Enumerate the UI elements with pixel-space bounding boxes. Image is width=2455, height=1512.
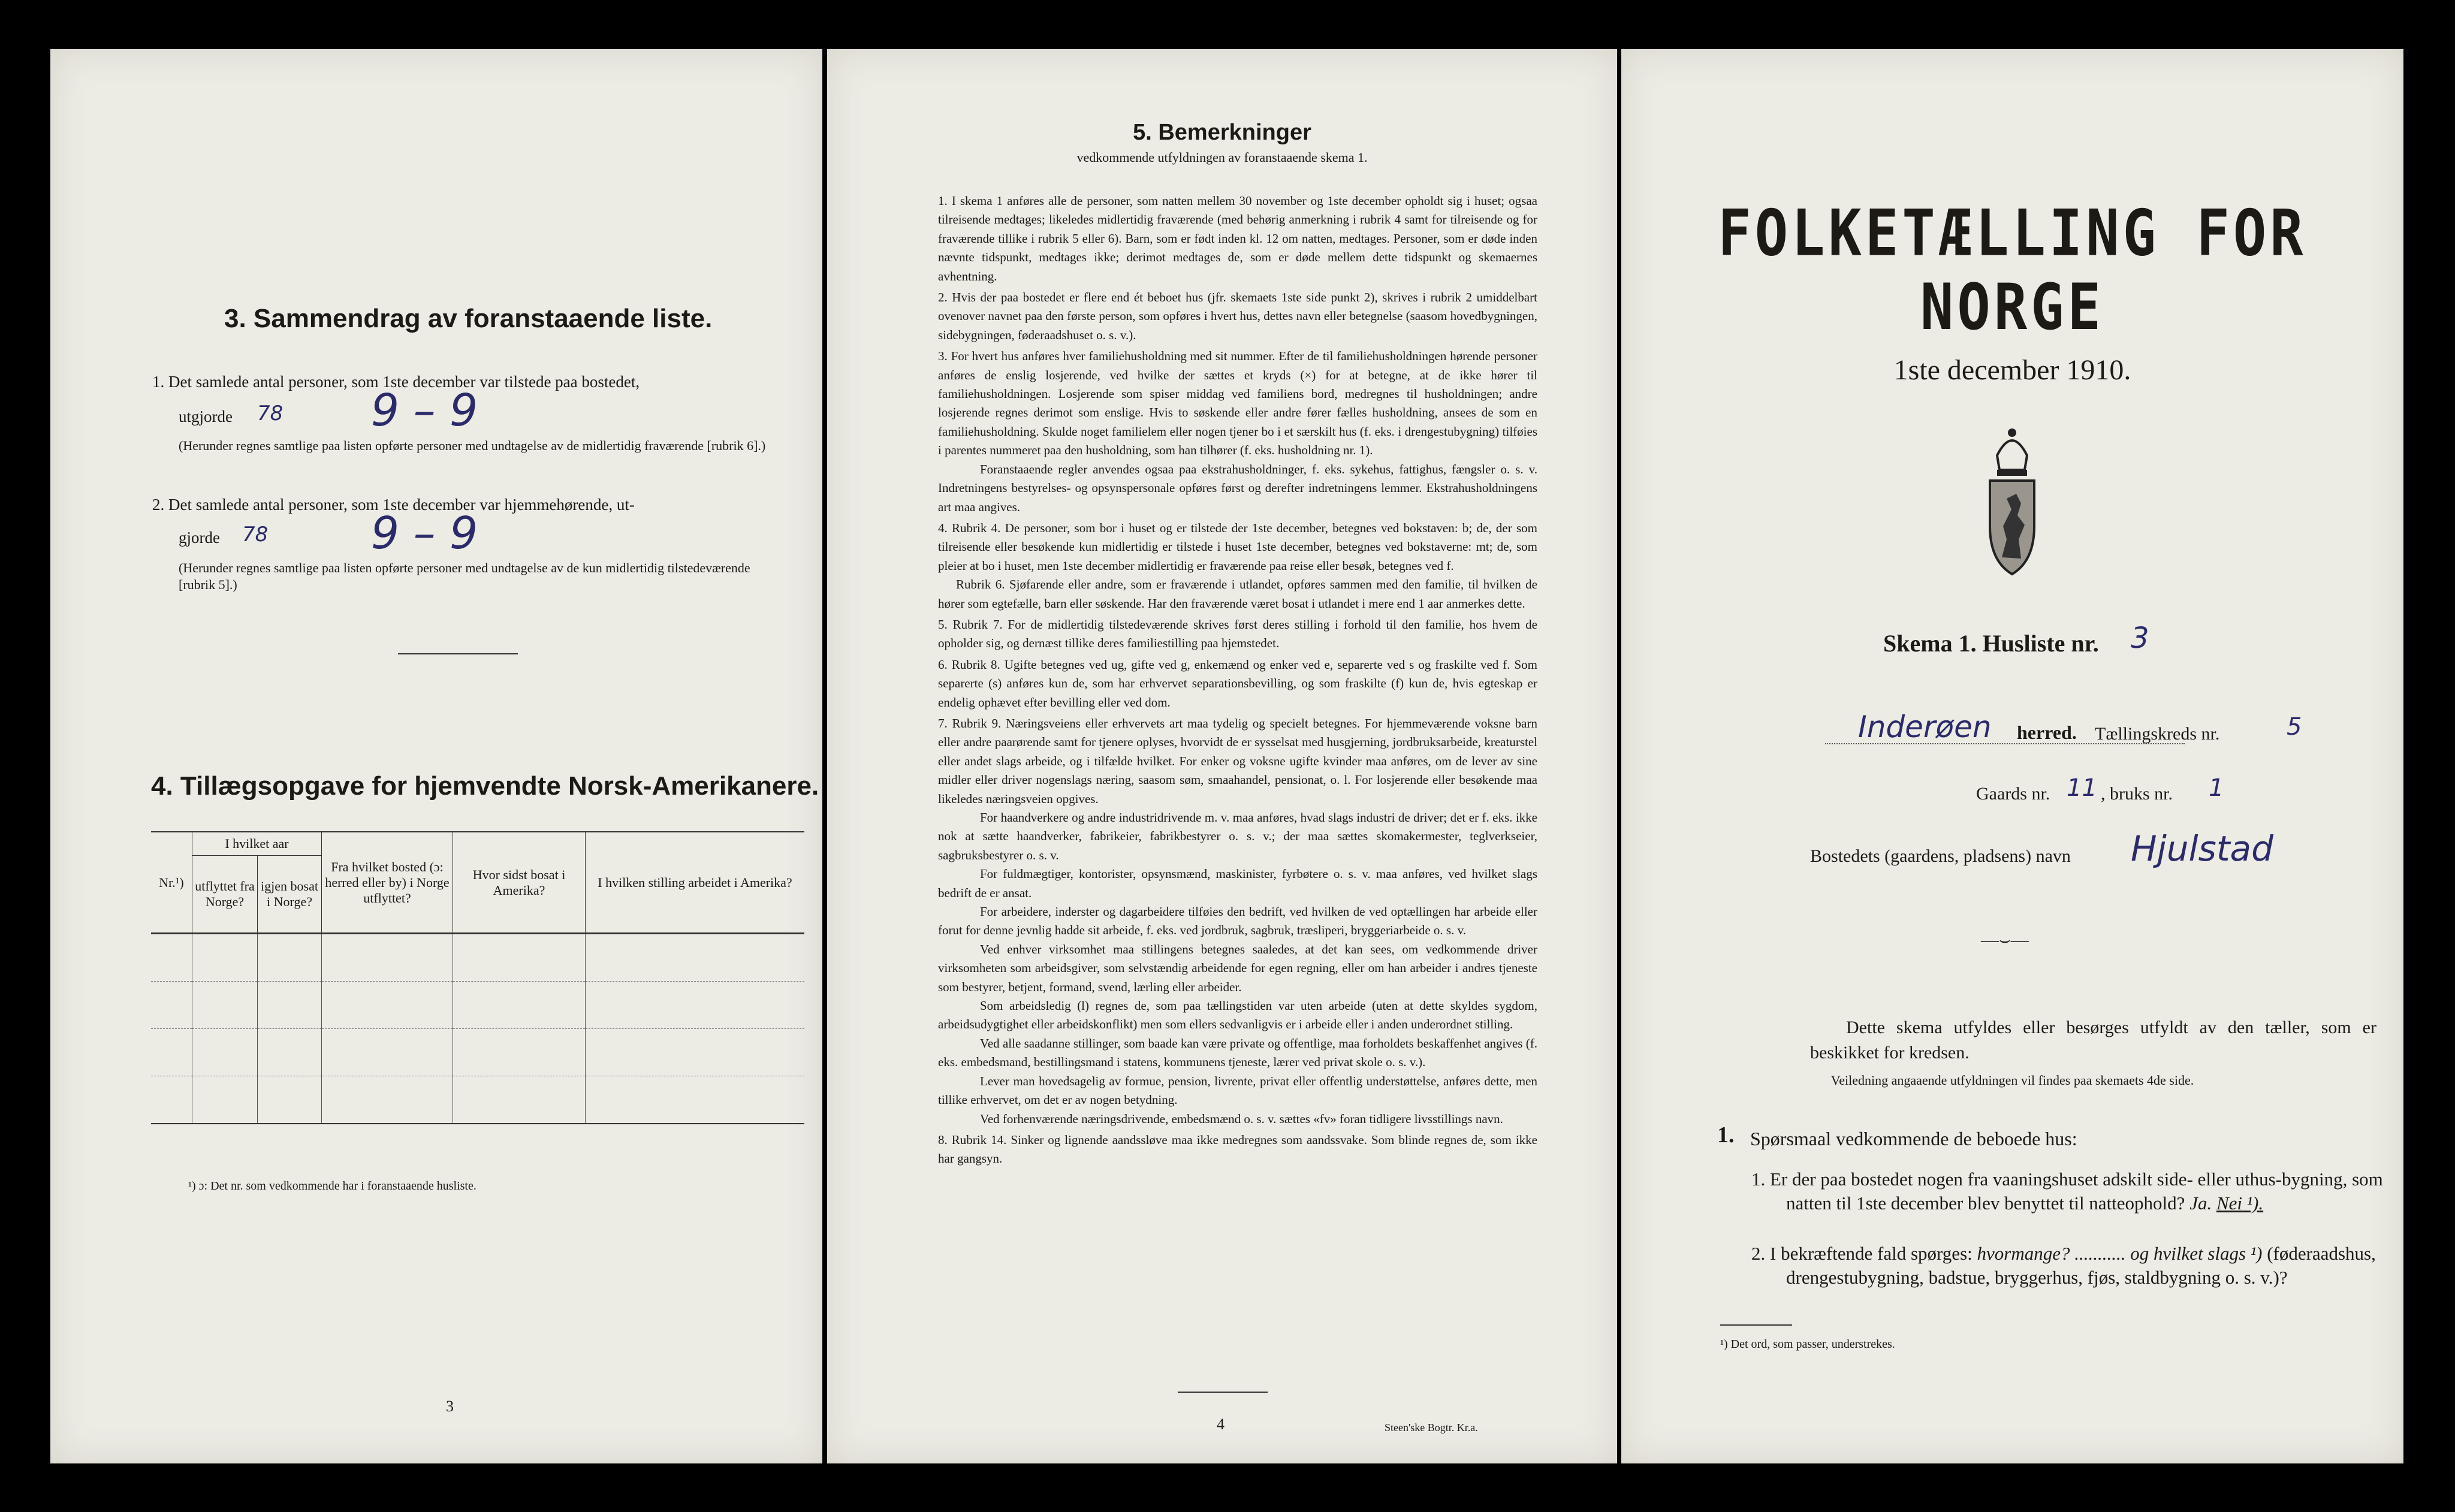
remark-7: 7. Rubrik 9. Næringsveiens eller erhvervets art maa tydelig og specielt betegnes. For hjemmeværende voksne barn eller andre paarørende samt for tjenere oplyses, hvorvidt de er sysselsat med husgjerning, jordbruksarbeide, kreaturstel eller andet slags arbeide, og i tilfælde hvilket. For enker og voksne ugifte kvinder maa anføres, om de lever av sine midler eller driver nogenslags næring, saasom søm, smaahandel, pensionat, o. l. For losjerende eller besøkende maa likeledes næringsveien opgives.: [938, 716, 1537, 806]
questions-heading-number: 1.: [1717, 1122, 1735, 1148]
question-2-italic: hvormange? ........... og hvilket slags ¹): [1977, 1243, 2263, 1264]
remarks-title: 5. Bemerkninger: [1133, 120, 1311, 145]
bruks-label: , bruks nr.: [2101, 784, 2173, 804]
remarks-body: [938, 192, 1537, 1169]
herred-value: Inderøen: [1858, 710, 1992, 744]
remark-7-arbeidsledig: Som arbeidsledig (l) regnes de, som paa tællingstiden var uten arbeide (uten at dette skyldes sygdom, arbeidsudygtighet eller arbeidskonflikt) men som ellers sedvanligvis er i arbeide eller i anden underordnet stilling.: [938, 998, 1537, 1032]
questions-heading: Spørsmaal vedkommende de beboede hus:: [1750, 1128, 2077, 1149]
husliste-nr-value: 3: [2131, 621, 2149, 655]
answer-ja: Ja.: [2189, 1193, 2212, 1214]
gaards-value: 11: [2067, 774, 2097, 802]
norsk-amerikanere-table: [151, 831, 804, 1124]
remark-7-fuldmaegtiger: For fuldmægtiger, kontorister, opsynsmænd, maskinister, fyrbøtere o. s. v. maa anføres, ved hvilket slags bedrift de er ansat.: [938, 867, 1537, 900]
question-2-text: 2. I bekræftende fald spørges:: [1751, 1243, 1973, 1264]
divider: [1178, 1392, 1268, 1393]
question-1: [1750, 1167, 2406, 1215]
header-position: I hvilken stilling arbeidet i Amerika?: [598, 874, 792, 890]
remark-1: 1. I skema 1 anføres alle de personer, som natten mellem 30 november og 1ste december opholdt sig i huset; ogsaa tilreisende medtages; likeledes midlertidig fraværende (med behørig anmerkning i rubrik 4 samt for tilreisende og for fraværende tillike i rubrik 5 eller 6). Barn, som er født inden kl. 12 om natten, medtages. Personer, som er døde inden nævnte tidspunkt, medtages ikke; derimot medtages de, som er døde mellem dette tidspunkt og skemaernes avhentning.: [938, 194, 1537, 283]
remark-5: 5. Rubrik 7. For de midlertidig tilstedeværende skrives først deres stilling i forhold til den familie, hos hvem de opholder sig, og dernæst tillike deres familiestilling paa hjemstedet.: [938, 617, 1537, 651]
header-returned: igjen bosat i Norge?: [258, 856, 322, 934]
remark-4: 4. Rubrik 4. De personer, som bor i huset og er tilstede der 1ste december, betegnes ved bokstaven: b; de, der som tilreisende eller besøkende kun midlertidig er tilstede i huset 1ste december, betegnes ved bokstaverne: mt; de, som pleier at bo i huset, men 1ste december midlertidig er fraværende paa reise eller besøk, betegnes ved f.: [938, 520, 1537, 573]
bosted-label: Bostedets (gaardens, pladsens) navn: [1810, 846, 2071, 866]
ornament: —⌣—: [1981, 930, 2029, 950]
bosted-value: Hjulstad: [2131, 828, 2273, 869]
remark-2: 2. Hvis der paa bostedet er flere end ét beboet hus (jfr. skemaets 1ste side punkt 2), skrives i rubrik 2 umiddelbart ovenover navnet paa den første person, som opføres i hvert hus, dettes navn eller betegnelse (saasom hovedbygningen, sidebygningen, føderaadshuset o. s. v.).: [938, 290, 1537, 342]
item1-handwritten-value: 9 – 9: [371, 385, 478, 436]
item2-printed-value: 78: [242, 523, 269, 547]
norwegian-coat-of-arms-icon: [1979, 420, 2045, 581]
table-footnote: ¹) ɔ: Det nr. som vedkommende har i foranstaaende husliste.: [188, 1179, 476, 1193]
item1-text: 1. Det samlede antal personer, som 1ste december var tilstede paa bostedet,: [152, 373, 640, 391]
page-middle: [827, 49, 1617, 1463]
header-nr: Nr.¹): [151, 832, 192, 934]
question-2-examples: (føderaadshus, drengestubygning, badstue, bryggerhus, fjøs, staldbygning o. s. v.)?: [1786, 1243, 2376, 1288]
gaards-label: Gaards nr.: [1976, 784, 2050, 804]
item2-handwritten-value: 9 – 9: [371, 508, 478, 559]
item1-label: utgjorde: [179, 408, 233, 425]
remark-7-forhenvaerende: Ved forhenværende næringsdrivende, embedsmænd o. s. v. sættes «fv» foran tidligere livsstillings navn.: [980, 1111, 1503, 1126]
census-title: FOLKETÆLLING FOR NORGE: [1718, 196, 2307, 345]
printer-credit: Steen'ske Bogtr. Kr.a.: [1385, 1422, 1478, 1433]
instruction: Dette skema utfyldes eller besørges utfyldt av den tæller, som er beskikket for kredsen.: [1810, 1018, 2376, 1063]
census-date: 1ste december 1910.: [1893, 354, 2131, 386]
remark-7-virksomhet: Ved enhver virksomhet maa stillingens betegnes saaledes, at det kan sees, om vedkommende driver virksomheten som arbeidsgiver, som selvstændig arbeidende for egen regning, eller om han arbeider i andres tjeneste som bestyrer, betjent, formand, svend, lærling eller arbeider.: [938, 941, 1537, 994]
section4-title: 4. Tillægsopgave for hjemvendte Norsk-Amerikanere.: [151, 771, 819, 801]
schema-label: Skema 1. Husliste nr.: [1883, 630, 2099, 657]
question-1-text: 1. Er der paa bostedet nogen fra vaaningshuset adskilt side- eller uthus-bygning, som natten til 1ste december blev benyttet til natteophold?: [1751, 1169, 2383, 1214]
header-year-group: I hvilket aar: [192, 832, 322, 856]
remark-7-arbeidere: For arbeidere, inderster og dagarbeidere tilføies den bedrift, ved hvilken de ved optællingen har arbeide eller forut for denne jevnlig hadde sit arbeide, f. eks. ved jordbruk, sagbruk, træsliperi, bryggeriarbeide o. s. v.: [938, 904, 1537, 938]
krets-value: 5: [2287, 713, 2302, 741]
header-from-place: Fra hvilket bosted (ɔ: herred eller by) i Norge utflyttet?: [322, 832, 453, 934]
header-emigrated: utflyttet fra Norge?: [192, 856, 258, 934]
instruction-small: Veiledning angaaende utfyldningen vil findes paa skemaets 4de side.: [1830, 1073, 2194, 1088]
herred-label: herred.: [2017, 722, 2077, 743]
page3-footnote: ¹) Det ord, som passer, understrekes.: [1720, 1338, 1895, 1351]
remark-3-cont: Foranstaaende regler anvendes ogsaa paa ekstrahusholdninger, f. eks. sykehus, fattighus, fængsler o. s. v. Indretningens bestyrelses- og opsynspersonale opføres først og derefter indretningens lemmer. Ekstrahusholdningens art maa angives.: [938, 461, 1537, 514]
remark-3: 3. For hvert hus anføres hver familiehusholdning med sit nummer. Efter de til familiehusholdningen hørende personer anføres de enslig losjerende, ved hvilke der sættes et kryds (×) for at betegne, at de ikke hører til familiehusholdningen. Losjerende som spiser middag ved familiens bord, medregnes til husholdningen; andre losjerende regnes derimot som enslige. Hvis to søskende eller andre fører fælles husholdning, ansees de som en familiehusholdning. Skulde noget familielem eller nogen tjener bo i et særskilt hus (f. eks. i drengestubygning) tilføies i parentes nummeret paa den husholdning, som han tilhører (f. eks. husholdning nr. 1).: [938, 349, 1537, 458]
item2-note: (Herunder regnes samtlige paa listen opførte personer med undtagelse av de kun midlertidig tilstedeværende [rubrik 5].): [179, 560, 750, 592]
remarks-subtitle: vedkommende utfyldningen av foranstaaende skema 1.: [1076, 150, 1368, 165]
remark-4-rubrik6: Rubrik 6. Sjøfarende eller andre, som er fraværende i utlandet, opføres sammen med den familie, til hvilken de hører som egtefælle, barn eller søskende. Har den fraværende været bosat i utlandet i mere end 1 aar anmerkes dette.: [938, 577, 1537, 611]
question-2: [1750, 1242, 2406, 1290]
page-left: [50, 49, 822, 1463]
item2-text: 2. Det samlede antal personer, som 1ste december var hjemmehørende, ut-: [152, 496, 635, 514]
krets-label: Tællingskreds nr.: [2095, 724, 2220, 744]
item1-printed-value: 78: [257, 402, 283, 425]
item1-note: (Herunder regnes samtlige paa listen opførte personer med undtagelse av de midlertidig fraværende [rubrik 6].): [179, 438, 766, 453]
remark-8: 8. Rubrik 14. Sinker og lignende aandssløve maa ikke medregnes som aandssvake. Som blinde regnes de, som ikke har gangsyn.: [938, 1132, 1537, 1166]
page-number-3: 3: [446, 1398, 454, 1415]
remark-6: 6. Rubrik 8. Ugifte betegnes ved ug, gifte ved g, enkemænd og enker ved e, separerte ved s og fraskilte ved f. Som separerte (s) anføres kun de, som har erhvervet separationsbevilling, og som fraskilte (f) kun de, hvis egteskap er endelig ophævet efter bevilling eller ved dom.: [938, 657, 1537, 710]
section3-title: 3. Sammendrag av foranstaaende liste.: [224, 304, 713, 333]
divider: [398, 653, 518, 654]
remark-7-stillinger: Ved alle saadanne stillinger, som baade kan være private og offentlige, maa forholdets beskaffenhet angives (f. eks. embedsmand, bestillingsmand i statens, kommunens tjeneste, lærer ved privat skole o. s. v.).: [938, 1036, 1537, 1070]
bruks-value: 1: [2209, 774, 2224, 802]
answer-nei-underlined: Nei ¹).: [2216, 1193, 2264, 1214]
remark-7-formue: Lever man hovedsagelig av formue, pension, livrente, privat eller offentlig understøttelse, anføres dette, men tillike erhvervet, om det er av nogen betydning.: [938, 1073, 1537, 1107]
page-right: [1621, 49, 2403, 1463]
footnote-rule: [1720, 1324, 1792, 1326]
header-where-america: Hvor sidst bosat i Amerika?: [453, 832, 586, 934]
item2-label: gjorde: [179, 529, 220, 547]
remark-7-haandverkere: For haandverkere og andre industridrivende m. v. maa anføres, hvad slags industri de driver; det er f. eks. ikke nok at sætte haandverker, fabrikeier, fabrikbestyrer o. s. v.; der maa sættes skomakermester, teglverkseier, sagbruksbestyrer o. s. v.: [938, 810, 1537, 862]
page-number-4: 4: [1217, 1416, 1225, 1433]
